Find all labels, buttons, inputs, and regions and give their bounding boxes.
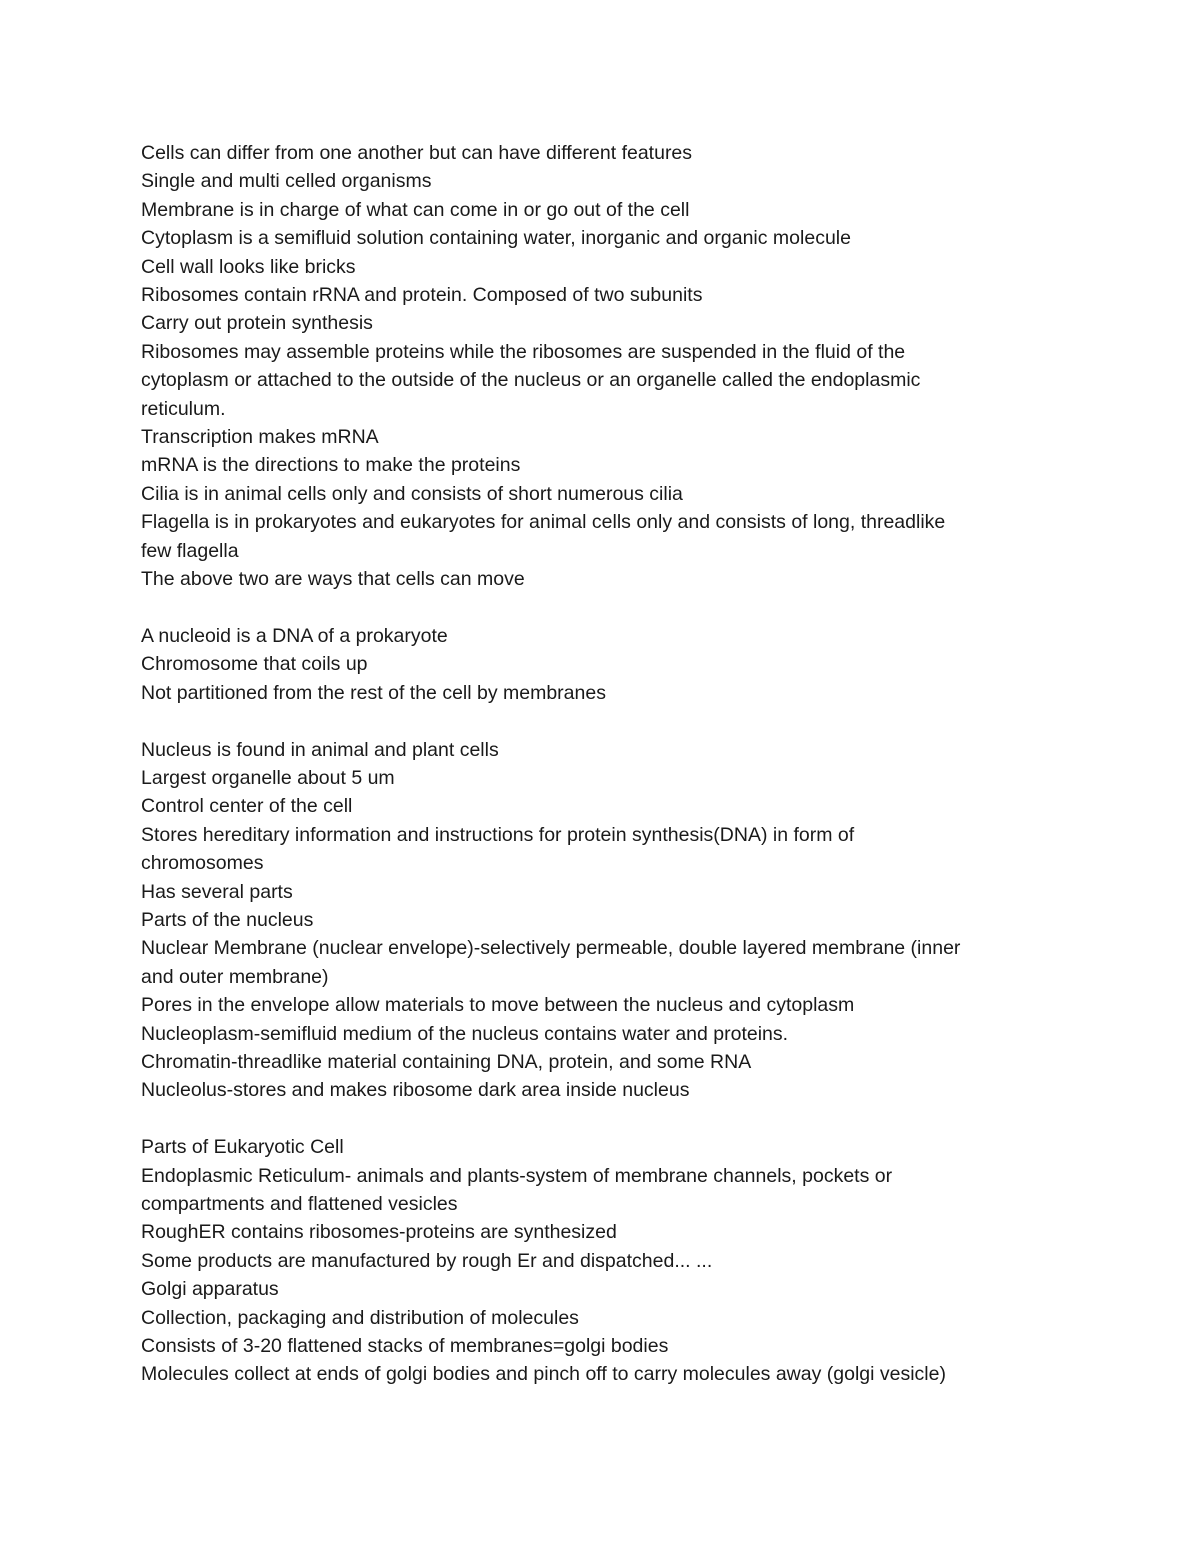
text-line: Some products are manufactured by rough Er and dispatched... ... (141, 1249, 713, 1272)
text-line: Chromatin-threadlike material containing DNA, protein, and some RNA (141, 1050, 752, 1073)
blank-line (141, 594, 1071, 622)
text-line: Carry out protein synthesis (141, 312, 373, 335)
text-line: Single and multi celled organisms (141, 170, 432, 193)
text-line: Control center of the cell (141, 795, 353, 818)
text-line: Consists of 3-20 flattened stacks of membranes=golgi bodies (141, 1335, 669, 1358)
text-line: Largest organelle about 5 um (141, 766, 395, 789)
text-line: Parts of the nucleus (141, 908, 314, 931)
text-line: Cell wall looks like bricks (141, 255, 356, 278)
text-line: and outer membrane) (141, 965, 329, 988)
text-line: Chromosome that coils up (141, 653, 368, 676)
text-line: Has several parts (141, 880, 293, 903)
text-line: A nucleoid is a DNA of a prokaryote (141, 624, 448, 647)
text-line: Cells can differ from one another but can have different features (141, 142, 693, 164)
text-line: Stores hereditary information and instructions for protein synthesis(DNA) in form of (141, 823, 855, 846)
text-line: Flagella is in prokaryotes and eukaryotes for animal cells only and consists of long, threadlike (141, 511, 946, 534)
text-line: Ribosomes may assemble proteins while the ribosomes are suspended in the fluid of the (141, 340, 906, 363)
text-line: Nucleolus-stores and makes ribosome dark area inside nucleus (141, 1079, 690, 1102)
text-line: Transcription makes mRNA (141, 426, 379, 449)
text-line: Nucleus is found in animal and plant cells (141, 738, 499, 761)
blank-line (141, 1105, 1071, 1133)
text-line: Pores in the envelope allow materials to move between the nucleus and cytoplasm (141, 994, 855, 1017)
text-line: mRNA is the directions to make the proteins (141, 454, 521, 477)
text-line: Not partitioned from the rest of the cell by membranes (141, 681, 606, 704)
blank-line (141, 707, 1071, 735)
text-line: Membrane is in charge of what can come in or go out of the cell (141, 198, 690, 221)
text-line: Golgi apparatus (141, 1278, 279, 1301)
text-line: RoughER contains ribosomes-proteins are synthesized (141, 1221, 617, 1244)
text-line: Cytoplasm is a semifluid solution containing water, inorganic and organic molecule (141, 227, 851, 250)
text-line: chromosomes (141, 852, 264, 875)
text-line: The above two are ways that cells can move (141, 568, 525, 591)
text-line: Cilia is in animal cells only and consists of short numerous cilia (141, 482, 683, 505)
document-body (141, 139, 1071, 1389)
text-line: Parts of Eukaryotic Cell (141, 1136, 344, 1159)
text-line: Collection, packaging and distribution of molecules (141, 1306, 579, 1329)
text-line: reticulum. (141, 397, 226, 420)
text-line: compartments and flattened vesicles (141, 1192, 458, 1215)
text-line: Ribosomes contain rRNA and protein. Composed of two subunits (141, 284, 703, 307)
text-line: Nucleoplasm-semifluid medium of the nucleus contains water and proteins. (141, 1022, 789, 1045)
text-line: cytoplasm or attached to the outside of the nucleus or an organelle called the endoplasmic (141, 369, 921, 392)
text-line: Nuclear Membrane (nuclear envelope)-selectively permeable, double layered membrane (inner (141, 937, 961, 960)
text-line: Molecules collect at ends of golgi bodies and pinch off to carry molecules away (golgi vesicle) (141, 1363, 946, 1386)
text-line: Endoplasmic Reticulum- animals and plants-system of membrane channels, pockets or (141, 1164, 893, 1187)
text-line: few flagella (141, 539, 239, 562)
